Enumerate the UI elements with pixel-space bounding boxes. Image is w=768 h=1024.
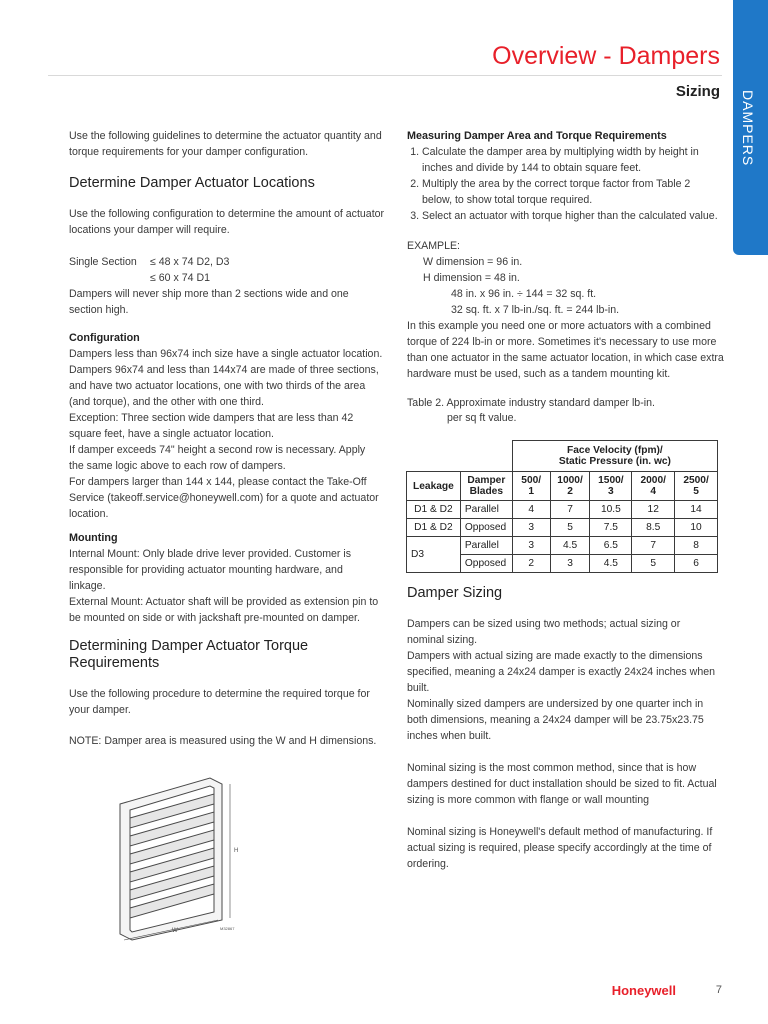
torque-cell: 4.5 [550,537,590,555]
velocity-value: 500/ [521,475,542,486]
torque-cell: 3 [512,537,550,555]
configuration-heading: Configuration [69,332,140,344]
configuration-line: For dampers larger than 144 x 144, please contact the Take-Off Service (takeoff.service@honeywell.com) for a quote and actuator location. [69,476,379,520]
table-blank-cell [407,441,513,472]
torque-cell: 5 [632,555,675,573]
table-row [407,501,718,519]
area-note: NOTE: Damper area is measured using the W and H dimensions. [69,735,377,747]
velocity-header [632,472,675,501]
leakage-cell: D1 & D2 [407,501,461,519]
velocity-header [512,472,550,501]
configuration-line: Dampers less than 96x74 inch size have a single actuator location. [69,348,383,360]
blades-cell: Opposed [460,519,512,537]
table-header-row [407,472,718,501]
w-dimension-label: W [172,928,178,934]
measuring-heading: Measuring Damper Area and Torque Requirements [407,130,667,142]
torque-cell: 5 [550,519,590,537]
measuring-steps [407,144,719,224]
torque-cell: 7 [550,501,590,519]
pressure-value: 3 [608,486,614,497]
single-section-d1: ≤ 60 x 74 D1 [150,272,210,284]
sizing-spacer [407,808,723,824]
example-w: W dimension = 96 in. [423,256,523,268]
torque-cell: 3 [512,519,550,537]
torque-cell: 7.5 [590,519,632,537]
pressure-value: 1 [528,486,535,497]
face-velocity-label: Face Velocity (fpm)/ [567,445,663,456]
sizing-paragraph: Nominal sizing is the most common method, since that is how dampers destined for duct installation should be sized to fit. Actual sizing is more common with flange or wall mounting [407,762,717,806]
step-item: 3. Select an actuator with torque higher than the calculated value. [422,208,719,224]
torque-cell: 4.5 [590,555,632,573]
table-header-row [407,441,718,472]
section-subtitle: Sizing [675,83,720,100]
static-pressure-label: Static Pressure (in. wc) [558,456,671,467]
velocity-header [590,472,632,501]
example-calc-area: 48 in. x 96 in. ÷ 144 = 32 sq. ft. [451,288,597,300]
table-row [407,537,718,555]
side-tab-label: DAMPERS [740,90,756,167]
torque-heading: Determining Damper Actuator Torque Requirements [69,638,309,671]
pressure-value: 2 [567,486,573,497]
honeywell-logo: Honeywell [611,983,676,998]
blades-header-line: Blades [469,486,504,497]
velocity-value: 1000/ [557,475,583,486]
pressure-value: 5 [693,486,699,497]
blades-cell: Opposed [460,555,512,573]
example-h: H dimension = 48 in. [423,272,520,284]
torque-cell: 6 [675,555,718,573]
leakage-cell: D1 & D2 [407,519,461,537]
mounting-text [69,546,387,626]
blades-cell: Parallel [460,501,512,519]
blades-header-line: Damper [467,475,506,486]
torque-cell: 10.5 [590,501,632,519]
configuration-line: If damper exceeds 74" height a second row is necessary. Apply the same logic above to each row of dampers. [69,444,366,472]
table-caption: Table 2. Approximate industry standard damper lb-in. [407,397,655,409]
single-section-d2-d3: ≤ 48 x 74 D2, D3 [150,256,230,268]
torque-cell: 6.5 [590,537,632,555]
step-item: 1. Calculate the damper area by multiplying width by height in inches and divide by 144 to obtain square feet. [422,144,719,176]
torque-cell: 2 [512,555,550,573]
mounting-heading: Mounting [69,532,118,544]
velocity-header [675,472,718,501]
ship-note: Dampers will never ship more than 2 sections wide and one section high. [69,288,349,316]
velocity-value: 2000/ [640,475,666,486]
table-caption-cont: per sq ft value. [447,412,517,424]
sizing-paragraph: Dampers can be sized using two methods; actual sizing or nominal sizing. [407,618,681,646]
damper-sizing-heading: Damper Sizing [407,585,503,601]
locations-paragraph: Use the following configuration to determine the amount of actuator locations your damper will require. [69,208,385,236]
title-divider [48,75,722,76]
damper-sizing-text [407,616,723,872]
configuration-line: Dampers 96x74 and less than 144x74 are made of three sections, and have two actuator locations, one with two thirds of the area (and torque), and the other with one third. [69,364,379,408]
torque-table [406,440,718,573]
configuration-text [69,346,387,522]
leakage-header: Leakage [407,472,461,501]
torque-cell: 8 [675,537,718,555]
velocity-value: 2500/ [683,475,709,486]
table-row [407,519,718,537]
torque-cell: 10 [675,519,718,537]
sizing-paragraph: Nominal sizing is Honeywell's default method of manufacturing. If actual sizing is required, please specify accordingly at the time of ordering. [407,826,713,870]
locations-heading: Determine Damper Actuator Locations [69,175,315,191]
torque-cell: 14 [675,501,718,519]
velocity-header [550,472,590,501]
blades-cell: Parallel [460,537,512,555]
mounting-line: Internal Mount: Only blade drive lever provided. Customer is responsible for providing actuator mounting hardware, and linkage. [69,548,352,592]
configuration-line: Exception: Three section wide dampers that are less than 42 square feet, have a single actuator location. [69,412,354,440]
pressure-value: 4 [650,486,657,497]
blades-header [460,472,512,501]
damper-illustration [110,770,250,942]
sizing-spacer [407,744,723,760]
h-dimension-label: H [234,848,239,854]
torque-paragraph: Use the following procedure to determine the required torque for your damper. [69,688,370,716]
example-label: EXAMPLE: [407,240,460,252]
torque-cell: 8.5 [632,519,675,537]
torque-cell: 7 [632,537,675,555]
mounting-line: External Mount: Actuator shaft will be provided as extension pin to be mounted on side or with jackshaft pre-mounted on damper. [69,596,379,624]
intro-paragraph: Use the following guidelines to determine the actuator quantity and torque requirements for your damper configuration. [69,130,382,158]
step-item: 2. Multiply the area by the correct torque factor from Table 2 below, to show total torque required. [422,176,719,208]
torque-cell: 4 [512,501,550,519]
velocity-value: 1500/ [598,475,624,486]
page-title: Overview - Dampers [492,42,720,70]
sizing-paragraph: Dampers with actual sizing are made exactly to the dimensions specified, meaning a 24x24 damper is exactly 24x24 inches when built. [407,650,715,694]
torque-cell: 12 [632,501,675,519]
example-calc-torque: 32 sq. ft. x 7 lb-in./sq. ft. = 244 lb-in. [451,304,620,316]
torque-cell: 3 [550,555,590,573]
sizing-paragraph: Nominally sized dampers are undersized by one quarter inch in both dimensions, meaning a 24x24 damper will be 23.75x23.75 inches when built. [407,698,704,742]
leakage-cell: D3 [407,537,461,573]
face-velocity-header [512,441,717,472]
page-number: 7 [715,984,722,996]
side-section-tab [733,0,768,255]
single-section-label: Single Section [69,256,137,268]
example-paragraph: In this example you need one or more actuators with a combined torque of 224 lb-in or more. Sometimes it's necessary to use more than one actuator in the same actuator location, in which case extra hardware must be used, such as a tandem mounting kit. [407,320,724,380]
figure-code: M32867 [220,926,235,931]
